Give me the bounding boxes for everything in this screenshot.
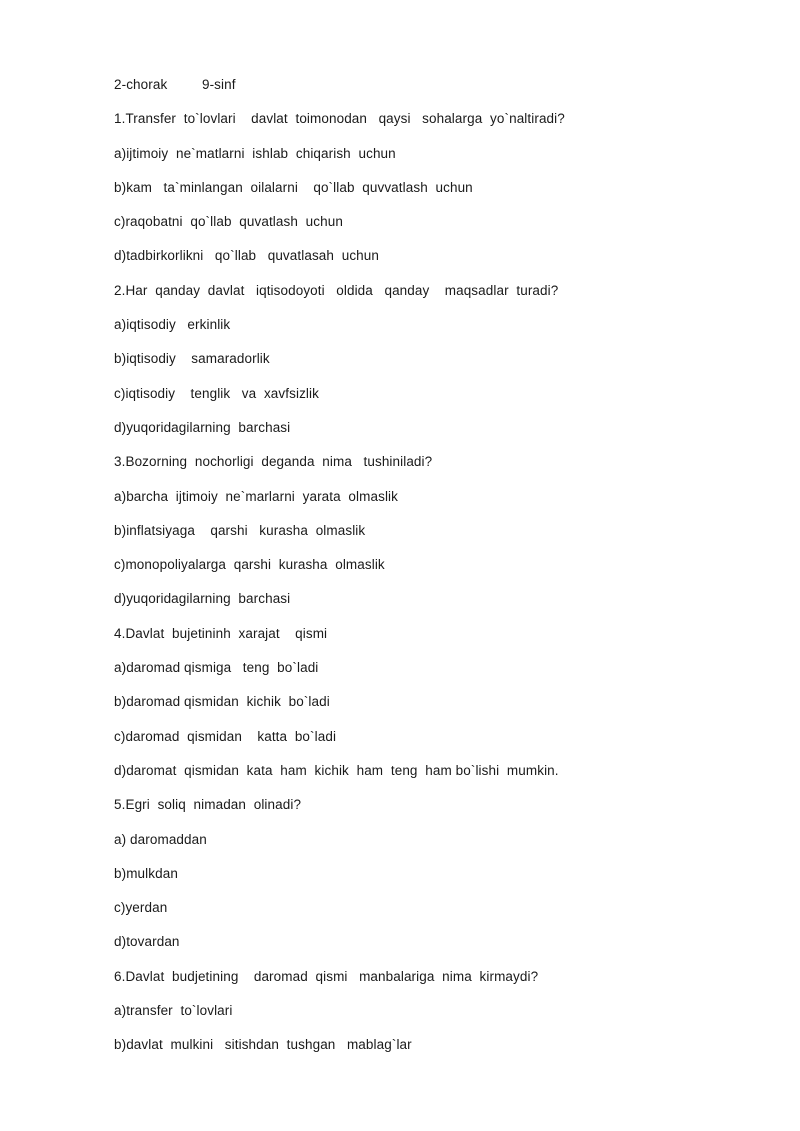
answer-option: b)mulkdan (114, 865, 178, 881)
answer-option: d)yuqoridagilarning barchasi (114, 419, 291, 435)
question-1: 1.Transfer to`lovlari davlat toimonodan qaysi sohalarga yo`naltiradi? (114, 111, 565, 127)
answer-option: c)iqtisodiy tenglik va xavfsizlik (114, 385, 319, 401)
answer-option: c)daromad qismidan katta bo`ladi (114, 728, 337, 744)
answer-option: a)iqtisodiy erkinlik (114, 317, 231, 333)
answer-option: a)transfer to`lovlari (114, 1003, 233, 1019)
question-2: 2.Har qanday davlat iqtisodoyoti oldida qanday maqsadlar turadi? (114, 282, 559, 298)
answer-option: c)yerdan (114, 900, 168, 916)
answer-option: d)daromat qismidan kata ham kichik ham teng ham bo`lishi mumkin. (114, 762, 559, 778)
answer-option: c)raqobatni qo`llab quvatlash uchun (114, 214, 343, 230)
question-6: 6.Davlat budjetining daromad qismi manbalariga nima kirmaydi? (114, 968, 539, 984)
answer-option: b)daromad qismidan kichik bo`ladi (114, 694, 330, 710)
answer-option: a)barcha ijtimoiy ne`marlarni yarata olmaslik (114, 488, 398, 504)
answer-option: b)kam ta`minlangan oilalarni qo`llab quvvatlash uchun (114, 179, 473, 195)
answer-option: a) daromaddan (114, 831, 207, 847)
header-line: 2-chorak 9-sinf (114, 77, 236, 92)
question-5: 5.Egri soliq nimadan olinadi? (114, 797, 302, 813)
answer-option: d)yuqoridagilarning barchasi (114, 591, 291, 607)
answer-option: d)tovardan (114, 934, 180, 950)
document-text (114, 74, 754, 1069)
answer-option: c)monopoliyalarga qarshi kurasha olmaslik (114, 557, 385, 573)
question-3: 3.Bozorning nochorligi deganda nima tushiniladi? (114, 454, 433, 470)
answer-option: b)inflatsiyaga qarshi kurasha olmaslik (114, 522, 366, 538)
answer-option: b)iqtisodiy samaradorlik (114, 351, 270, 367)
answer-option: a)ijtimoiy ne`matlarni ishlab chiqarish uchun (114, 145, 396, 161)
answer-option: d)tadbirkorlikni qo`llab quvatlasah uchun (114, 248, 379, 264)
answer-option: a)daromad qismiga teng bo`ladi (114, 660, 319, 676)
answer-option: b)davlat mulkini sitishdan tushgan mablag`lar (114, 1037, 412, 1053)
question-4: 4.Davlat bujetininh xarajat qismi (114, 625, 328, 641)
